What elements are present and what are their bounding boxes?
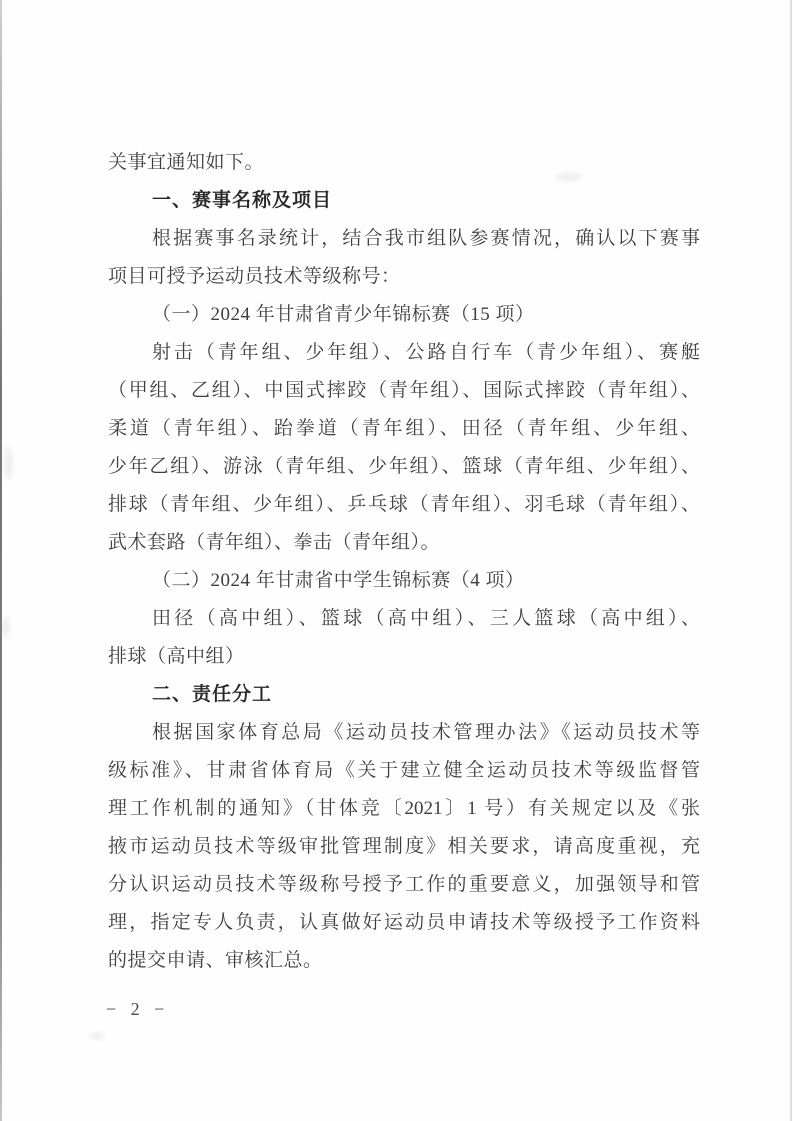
section-heading: 二、责任分工	[152, 684, 273, 705]
text-line: 根据国家体育总局《运动员技术管理办法》《运动员技术等	[152, 722, 700, 743]
text-line: 射击（青年组、少年组）、公路自行车（青少年组）、赛艇	[152, 342, 700, 363]
text-line: 柔道（青年组）、跆拳道（青年组）、田径（青年组、少年组、	[108, 418, 700, 439]
text-line: 理工作机制的通知》（甘体竞〔2021〕1 号）有关规定以及《张	[108, 798, 700, 819]
scan-artifact	[2, 616, 10, 638]
scan-edge-left	[0, 0, 2, 1121]
text-line: 关事宜通知如下。	[108, 152, 265, 173]
text-line: 理，指定专人负责，认真做好运动员申请技术等级授予工作资料	[108, 912, 700, 933]
text-line: 排球（高中组）	[108, 646, 245, 667]
scan-artifact	[4, 446, 13, 480]
text-line: （一）2024 年甘肃省青少年锦标赛（15 项）	[152, 304, 535, 325]
text-line: 分认识运动员技术等级称号授予工作的重要意义，加强领导和管	[108, 874, 700, 895]
text-line: 田径（高中组）、篮球（高中组）、三人篮球（高中组）、	[152, 608, 700, 629]
text-line: 排球（青年组、少年组）、乒乓球（青年组）、羽毛球（青年组）、	[108, 494, 700, 515]
document-body	[108, 144, 700, 980]
text-line: 的提交申请、审核汇总。	[108, 950, 323, 971]
text-line: （二）2024 年甘肃省中学生锦标赛（4 项）	[152, 570, 525, 591]
scan-artifact	[90, 1032, 104, 1040]
text-line: 级标准》、甘肃省体育局《关于建立健全运动员技术等级监督管	[108, 760, 700, 781]
text-line: 武术套路（青年组）、拳击（青年组）。	[108, 532, 441, 553]
section-heading: 一、赛事名称及项目	[152, 190, 333, 211]
page-number: − 2 −	[106, 999, 170, 1019]
text-line: 少年乙组）、游泳（青年组、少年组）、篮球（青年组、少年组）、	[108, 456, 700, 477]
text-line: 项目可授予运动员技术等级称号：	[108, 266, 401, 287]
text-line: 掖市运动员技术等级审批管理制度》相关要求，请高度重视，充	[108, 836, 700, 857]
text-line: （甲组、乙组）、中国式摔跤（青年组）、国际式摔跤（青年组）、	[108, 380, 700, 401]
scan-edge-right	[790, 0, 792, 1121]
text-line: 根据赛事名录统计，结合我市组队参赛情况，确认以下赛事	[152, 228, 700, 249]
